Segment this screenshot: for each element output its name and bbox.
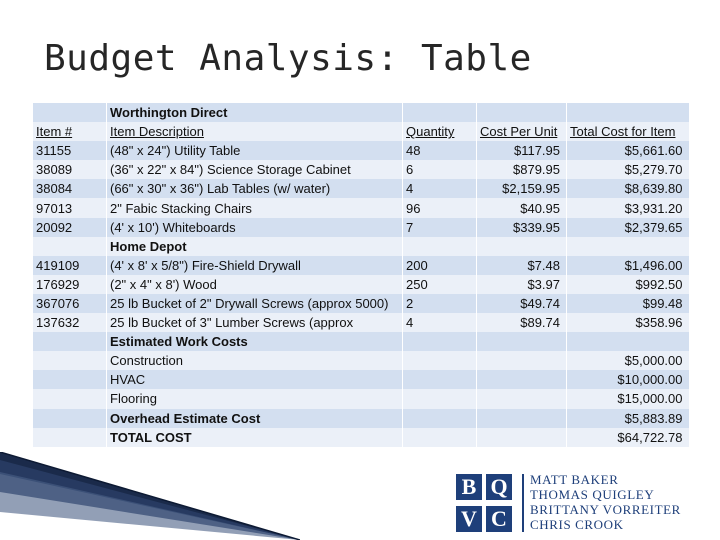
cell-cost-per-unit: $2,159.95 [477, 179, 567, 198]
cell-item-number: 97013 [33, 198, 107, 217]
table-row [33, 237, 689, 256]
cell-cost-per-unit [477, 370, 567, 389]
logo-letter-v: V [456, 506, 482, 532]
cell-total-cost: $5,279.70 [567, 160, 689, 179]
cell-item-description: Overhead Estimate Cost [107, 409, 403, 428]
budget-table [32, 103, 689, 447]
table-row [33, 218, 689, 237]
cell-quantity [403, 389, 477, 408]
cell-item-description: (4' x 10') Whiteboards [107, 218, 403, 237]
cell-item-number [33, 332, 107, 351]
cell-item-description: Item Description [107, 122, 403, 141]
cell-cost-per-unit: $339.95 [477, 218, 567, 237]
cell-item-description: (36" x 22" x 84") Science Storage Cabinet [107, 160, 403, 179]
cell-total-cost: $99.48 [567, 294, 689, 313]
cell-cost-per-unit [477, 237, 567, 256]
cell-item-description: 25 lb Bucket of 2" Drywall Screws (approx 5000) [107, 294, 403, 313]
cell-total-cost: $8,639.80 [567, 179, 689, 198]
cell-item-description: 25 lb Bucket of 3" Lumber Screws (approx [107, 313, 403, 332]
table-row [33, 198, 689, 217]
cell-total-cost: $2,379.65 [567, 218, 689, 237]
cell-quantity: 4 [403, 179, 477, 198]
cell-total-cost: $1,496.00 [567, 256, 689, 275]
cell-item-number [33, 351, 107, 370]
table-row [33, 351, 689, 370]
cell-cost-per-unit [477, 409, 567, 428]
table-row [33, 160, 689, 179]
cell-item-number: 20092 [33, 218, 107, 237]
cell-item-description: Home Depot [107, 237, 403, 256]
cell-total-cost: $15,000.00 [567, 389, 689, 408]
cell-total-cost: $64,722.78 [567, 428, 689, 447]
cell-quantity: 200 [403, 256, 477, 275]
table-row [33, 275, 689, 294]
cell-quantity: 4 [403, 313, 477, 332]
cell-total-cost [567, 103, 689, 122]
cell-total-cost: $3,931.20 [567, 198, 689, 217]
cell-quantity [403, 409, 477, 428]
logo-letter-c: C [486, 506, 512, 532]
cell-total-cost: $5,883.89 [567, 409, 689, 428]
cell-item-description: (4' x 8' x 5/8") Fire-Shield Drywall [107, 256, 403, 275]
cell-quantity: 6 [403, 160, 477, 179]
logo-names [530, 472, 681, 532]
cell-cost-per-unit: $40.95 [477, 198, 567, 217]
logo-name-1: MATT BAKER [530, 472, 619, 487]
cell-quantity: 250 [403, 275, 477, 294]
logo-divider [522, 474, 524, 532]
cell-total-cost: $358.96 [567, 313, 689, 332]
cell-item-description: (66" x 30" x 36") Lab Tables (w/ water) [107, 179, 403, 198]
cell-cost-per-unit: $117.95 [477, 141, 567, 160]
cell-cost-per-unit: Cost Per Unit [477, 122, 567, 141]
cell-cost-per-unit [477, 351, 567, 370]
cell-total-cost: $10,000.00 [567, 370, 689, 389]
cell-total-cost: $5,000.00 [567, 351, 689, 370]
cell-cost-per-unit: $7.48 [477, 256, 567, 275]
cell-quantity: 2 [403, 294, 477, 313]
table-row [33, 141, 689, 160]
cell-item-description: Estimated Work Costs [107, 332, 403, 351]
table-row [33, 332, 689, 351]
cell-total-cost: $5,661.60 [567, 141, 689, 160]
cell-quantity [403, 237, 477, 256]
table-row [33, 103, 689, 122]
table-row [33, 428, 689, 447]
table-row [33, 256, 689, 275]
table-row [33, 313, 689, 332]
cell-quantity [403, 103, 477, 122]
table-row [33, 370, 689, 389]
cell-item-number: 38089 [33, 160, 107, 179]
table-row [33, 122, 689, 141]
cell-item-description: (2" x 4" x 8') Wood [107, 275, 403, 294]
cell-cost-per-unit: $879.95 [477, 160, 567, 179]
page-title: Budget Analysis: Table [44, 38, 532, 79]
cell-quantity: 48 [403, 141, 477, 160]
cell-quantity [403, 332, 477, 351]
cell-cost-per-unit [477, 389, 567, 408]
corner-decoration [0, 452, 300, 540]
cell-item-number [33, 389, 107, 408]
cell-item-number: 31155 [33, 141, 107, 160]
cell-total-cost [567, 332, 689, 351]
cell-quantity [403, 351, 477, 370]
cell-item-number [33, 409, 107, 428]
logo-name-3: BRITTANY VORREITER [530, 502, 681, 517]
cell-item-number: 137632 [33, 313, 107, 332]
cell-item-number: 176929 [33, 275, 107, 294]
cell-total-cost: Total Cost for Item [567, 122, 689, 141]
cell-item-number [33, 428, 107, 447]
cell-item-description: HVAC [107, 370, 403, 389]
logo-name-2: THOMAS QUIGLEY [530, 487, 655, 502]
logo-letter-b: B [456, 474, 482, 500]
cell-cost-per-unit: $3.97 [477, 275, 567, 294]
cell-item-description: Construction [107, 351, 403, 370]
cell-item-description: Flooring [107, 389, 403, 408]
cell-item-number: 38084 [33, 179, 107, 198]
cell-item-description: (48" x 24") Utility Table [107, 141, 403, 160]
table-row [33, 294, 689, 313]
table-row [33, 389, 689, 408]
cell-total-cost: $992.50 [567, 275, 689, 294]
table-row [33, 409, 689, 428]
logo-name-4: CHRIS CROOK [530, 517, 624, 532]
cell-cost-per-unit [477, 332, 567, 351]
cell-quantity: 7 [403, 218, 477, 237]
cell-item-number [33, 237, 107, 256]
cell-item-description: TOTAL COST [107, 428, 403, 447]
cell-item-number [33, 103, 107, 122]
cell-quantity: 96 [403, 198, 477, 217]
cell-cost-per-unit [477, 428, 567, 447]
cell-item-number [33, 370, 107, 389]
cell-quantity [403, 428, 477, 447]
cell-item-description: 2" Fabic Stacking Chairs [107, 198, 403, 217]
cell-item-number: 419109 [33, 256, 107, 275]
cell-quantity [403, 370, 477, 389]
cell-cost-per-unit [477, 103, 567, 122]
table-row [33, 179, 689, 198]
cell-quantity: Quantity [403, 122, 477, 141]
cell-item-description: Worthington Direct [107, 103, 403, 122]
cell-cost-per-unit: $89.74 [477, 313, 567, 332]
cell-cost-per-unit: $49.74 [477, 294, 567, 313]
cell-item-number: 367076 [33, 294, 107, 313]
cell-item-number: Item # [33, 122, 107, 141]
cell-total-cost [567, 237, 689, 256]
logo-letter-q: Q [486, 474, 512, 500]
